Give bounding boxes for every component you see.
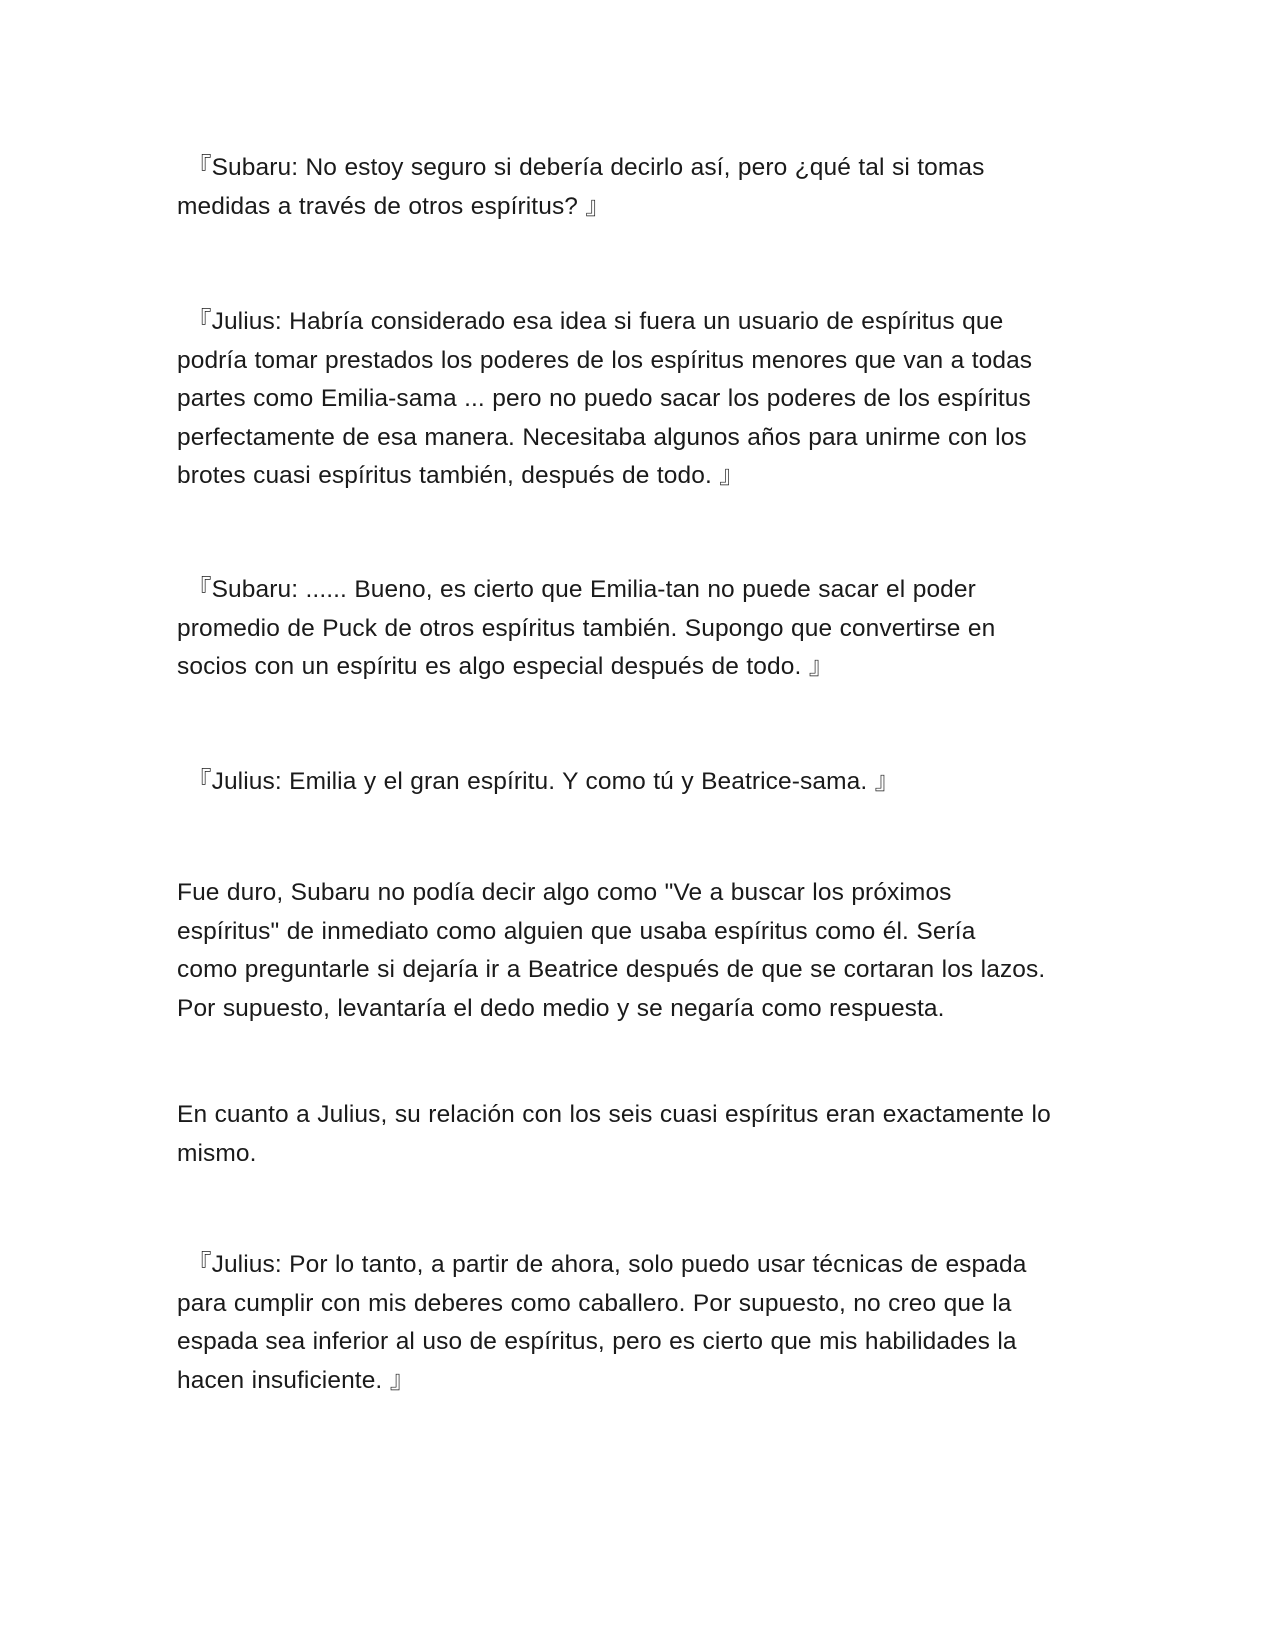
text-line: Fue duro, Subaru no podía decir algo como "Ve a buscar los próximos xyxy=(177,879,952,906)
paragraph-subaru-dialogue-1 xyxy=(177,149,1107,226)
text-line: medidas a través de otros espíritus? 』 xyxy=(177,192,611,220)
paragraph-julius-dialogue-2 xyxy=(177,763,1107,802)
text-line: promedio de Puck de otros espíritus también. Supongo que convertirse en xyxy=(177,614,996,642)
text-line: perfectamente de esa manera. Necesitaba algunos años para unirme con los xyxy=(177,423,1027,451)
paragraph-subaru-dialogue-2 xyxy=(177,571,1107,687)
text-line: 『Julius: Por lo tanto, a partir de ahora, solo puedo usar técnicas de espada xyxy=(187,1251,1027,1278)
text-line: podría tomar prestados los poderes de los espíritus menores que van a todas xyxy=(177,346,1033,374)
text-line: 『Julius: Habría considerado esa idea si fuera un usuario de espíritus que xyxy=(187,308,1004,335)
text-line: para cumplir con mis deberes como caballero. Por supuesto, no creo que la xyxy=(177,1289,1012,1317)
paragraph-julius-dialogue-3 xyxy=(177,1246,1107,1400)
text-line: Por supuesto, levantaría el dedo medio y se negaría como respuesta. xyxy=(177,994,945,1022)
text-line: socios con un espíritu es algo especial después de todo. 』 xyxy=(177,653,834,680)
text-line: espada sea inferior al uso de espíritus, pero es cierto que mis habilidades la xyxy=(177,1328,1017,1355)
text-line: espíritus" de inmediato como alguien que usaba espíritus como él. Sería xyxy=(177,917,976,945)
text-line: hacen insuficiente. 』 xyxy=(177,1366,415,1394)
text-line: 『Subaru: No estoy seguro si debería decirlo así, pero ¿qué tal si tomas xyxy=(187,154,985,181)
text-line: brotes cuasi espíritus también, después de todo. 』 xyxy=(177,462,744,489)
text-line: En cuanto a Julius, su relación con los seis cuasi espíritus eran exactamente lo xyxy=(177,1101,1051,1128)
text-line: partes como Emilia-sama ... pero no puedo sacar los poderes de los espíritus xyxy=(177,385,1031,412)
paragraph-narration-2 xyxy=(177,1096,1107,1173)
text-line: 『Subaru: ...... Bueno, es cierto que Emilia-tan no puede sacar el poder xyxy=(187,576,976,603)
paragraph-julius-dialogue-1 xyxy=(177,303,1107,496)
paragraph-narration-1 xyxy=(177,874,1107,1028)
text-line: mismo. xyxy=(177,1139,257,1167)
text-line: 『Julius: Emilia y el gran espíritu. Y como tú y Beatrice-sama. 』 xyxy=(187,768,900,795)
text-line: como preguntarle si dejaría ir a Beatrice después de que se cortaran los lazos. xyxy=(177,956,1046,983)
